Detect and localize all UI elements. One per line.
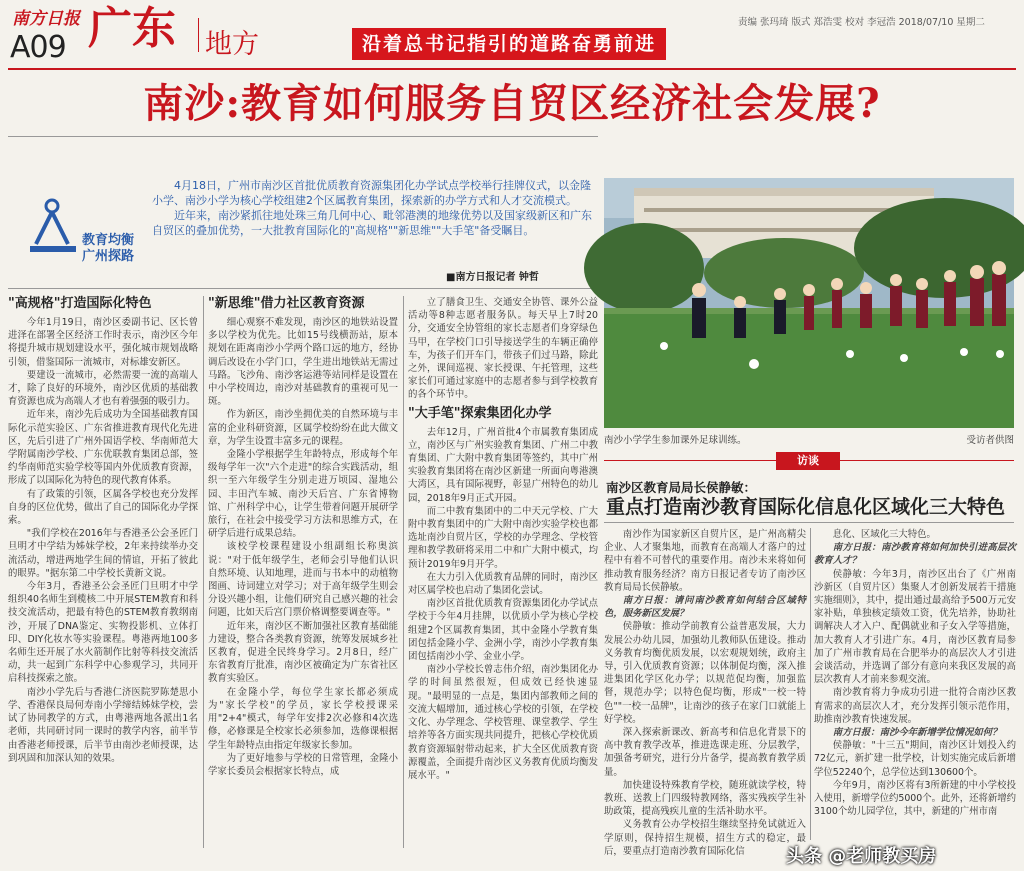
paragraph: 在大力引入优质教育品牌的同时，南沙区对区属学校也启动了集团化尝试。	[408, 571, 598, 597]
interview-answer: 今年9月，南沙区将有3所新建的中小学校投入使用，新增学位约5000个。此外，还将新增约3100个幼儿园学位，其中，新建的广州市南	[814, 779, 1016, 818]
paragraph: 有了政策的引领，区属各学校也充分发挥自身的区位优势，做出了自己的国际化办学探索。	[8, 488, 198, 527]
interview-column-b	[814, 528, 1016, 840]
column-2-heading: "新思维"借力社区教育资源	[208, 296, 365, 311]
interview-answer: 南沙教育将力争成功引进一批符合南沙区教育需求的高层次人才，充分发挥引领示范作用，助推南沙教育快速发展。	[814, 687, 1016, 725]
photo-credit: 受访者供图	[966, 435, 1014, 446]
interview-answer: 义务教育公办学校招生继续坚持免试就近入学原则，保持招生规模，招生方式的稳定，最后，要重点打造南沙教育国际化信	[604, 819, 806, 857]
paragraph: 近年来，南沙先后成功为全国基础教育国际化示范实验区、广东省推进教育现代化先进区，先后引进了广州外国语学校、华南师范大学附属南沙学校、广东优联教育集团总部，签约华南师范实验学校等国内外优质教育资源，形成了以国际化为特色的现代教育体系。	[8, 409, 198, 487]
banner-slogan: 沿着总书记指引的道路奋勇前进	[352, 28, 666, 60]
article-column-3	[408, 296, 598, 848]
caption-text: 南沙小学学生参加课外足球训练。	[604, 435, 747, 446]
lede-paragraph: 4月18日，广州市南沙区首批优质教育资源集团化办学试点学校举行挂牌仪式，以金隆小学、南沙小学为核心学校组建2个区属教育集团，探索新的办学方式和人才交流模式。	[152, 179, 591, 207]
section-divider	[198, 18, 199, 52]
lede-paragraph: 近年来，南沙紧抓往地处珠三角几何中心、毗邻港澳的地缘优势以及国家级新区和广东自贸区的叠加优势，一大批教育国际化的"高规格""新思维""大手笔"备受瞩目。	[152, 209, 592, 237]
paragraph: 而二中教育集团中的二中天元学校、广大附中教育集团中的广大附中南沙实验学校也都选址南沙自贸片区，学校的办学理念、学校管理和教学教研将采用二中和广大附中模式，均预计2019年9月开学。	[408, 505, 598, 570]
interview-answer: 加快建设特殊教育学校，随班就读学校，特教班、送教上门四级特教网络，落实残疾学生补助政策，提高残疾儿童的生活补助水平。	[604, 779, 806, 818]
subsection-title: 地方	[205, 29, 259, 60]
interview-subhead: 南沙区教育局局长侯静敏：	[606, 480, 757, 495]
interview-answer: 息化、区域化三大特色。	[832, 529, 936, 540]
paragraph: 在金隆小学，每位学生家长都必须成为"家长学校"的学员，家长学校授课采用"2+4"模式，每学年安排2次必修和4次选修，必修课是全校家长必须参加，选修课根据学生年龄特点由指定年级家长参加。	[208, 686, 398, 751]
paragraph: 去年12月，广州首批4个市属教育集团成立，南沙区与广州实验教育集团、广州二中教育集团、广大附中教育集团等签约，其中广州实验教育集团将在南沙区新建一所面向粤港澳大湾区，具有国际视野，彰显广州特色的幼儿园，2018年9月正式开园。	[408, 426, 598, 504]
paragraph: 为了更好地参与学校的日常管理，金隆小学家长委员会根据家长特点，成	[208, 752, 398, 777]
tag-label	[82, 233, 134, 265]
newspaper-logo: 南方日报	[12, 9, 80, 29]
photo-caption	[604, 432, 1014, 446]
paragraph: 今年1月19日，南沙区委副书记、区长曾进泽在部署全区经济工作时表示，南沙区今年将提升城市规划建设水平，强化城市规划战略引领，借鉴国际一流城市，对标雄安新区。	[8, 317, 198, 368]
interview-title: 重点打造南沙教育国际化信息化区域化三大特色	[606, 496, 1006, 518]
tag-line-2: 广州探路	[82, 249, 135, 264]
paragraph: 近年来，南沙区不断加强社区教育基础能力建设，整合各类教育资源，统筹发展城乡社区教育，促进全民终身学习。2月8日，经广东省教育厅批准，南沙区被确定为广东省社区教育实验区。	[208, 620, 398, 685]
page-code: A09	[10, 30, 66, 65]
headline: 南沙:教育如何服务自贸区经济社会发展?	[143, 80, 881, 127]
column-3-heading: "大手笔"探索集团化办学	[408, 405, 552, 421]
interview-question: 南方日报：南沙今年新增学位情况如何？	[832, 727, 1002, 739]
tag-line-1: 教育均衡	[82, 233, 135, 248]
column-divider	[810, 528, 811, 840]
interview-title-rule	[604, 522, 1014, 523]
interview-question: 南方日报：请问南沙教育如何结合区域特色，服务新区发展？	[604, 595, 806, 620]
interview-answer: 深入探索新课改、新高考和信息化背景下的高中教育教学改革，推进选课走班、分层教学，加强备考研究，进行分片备学，提高教育教学质量。	[604, 727, 806, 778]
paragraph: 今年3月，香港圣公会圣匠门旦明才中学组织40名师生到榄核二中开展STEM教育和科技交流活动，把最有特色的STEM教育教纲南沙，开展了DNA鉴定、实物投影机、立体打印、DIY化妆水等实验课程。粤港两地100多名师生还开展了水火箭制作比射等科技交流活动，共一起到广东科学中心参观学习，共同开启科技探索之旅。	[8, 581, 198, 685]
watermark-footer: 头条 @老师教买房	[786, 846, 937, 867]
interview-column-a	[604, 528, 806, 857]
paragraph: 要建设一流城市，必然需要一流的高端人才，除了良好的环境外，南沙区优质的基础教育资源也成为高端人才也有着强强的吸引力。	[8, 369, 198, 408]
paragraph: 该校学校课程建设小组副组长称奥滨说："对于低年级学生，老师会引导他们认识自然环境、认知地理，进而与书本中的动植物图画、诗词建立对学习；对于高年级学生则会分设兴趣小组，让他们研究自己感兴趣的社会问题，比如天后宫门票价格调整要调查等。"	[208, 541, 398, 619]
interview-answer: 侯静敏：推动学前教育公益普惠发展，大力发展公办幼儿园，加强幼儿教师队伍建设。推动义务教育均衡优质发展，以宏观规划统，政府主导，引入优质教育资源；以体制促均衡，深入推进集团化学区化办学；以规范促均衡，加强监督，规范办学；以特色促均衡，形成"一校一特色""一校一品牌"，让南沙的孩子在家门口就能上好学校。	[604, 621, 806, 725]
column-divider	[403, 296, 404, 848]
paragraph: "我们学校在2016年与香港圣公会圣匠门旦明才中学结为姊妹学校，2年来持续举办交流活动，增进两地学生间的情谊，开拓了彼此的眼界。"据东第二中学校长黄新文说。	[8, 528, 198, 579]
edition-meta: 责编 张玛琦 版式 郑浩雯 校对 李冠浩 2018/07/10 星期二	[738, 17, 985, 28]
interview-answer: 南沙作为国家新区自贸片区，是广州高精尖企业、人才聚集地，而教育在高端人才落户的过程中有着不可替代的重要作用。南沙未来将如何推动教育服务经济？南方日报记者专访了南沙区教育局局长侯静敏。	[604, 529, 806, 593]
interview-answer: 侯静敏：今年3月，南沙区出台了《广州南沙新区（自贸片区）集聚人才创新发展若干措施实施细则》，其中，提出通过最高给予500万元安家补贴，单独核定绩效工资，优先培养，协助社调解决人才入户、配偶就业和子女入学等措施，加大教育人才引进广东。4月，南沙区教育局参加了广州市教育局在合肥举办的高层次人才引进会谈活动，并选调了部分有意向来我区发展的高层次教育人才前来参观交流。	[814, 568, 1016, 686]
column-divider	[203, 296, 204, 848]
paragraph: 南沙小学先后与香港仁济医院罗陈楚思小学、香港保良局何寿南小学缔结姊妹学校，尝试了协同教学的方式，由粤港两地各派出1名老师，共同研讨同一课时的教学内容，前半节由香港老师授课，后半节由南沙老师授课，达到巩固和加深认知的效果。	[8, 686, 198, 764]
lede	[152, 178, 598, 238]
paragraph: 南沙区首批优质教育资源集团化办学试点学校于今年4月挂牌，以优质小学为核心学校组建2个区属教育集团，其中金隆小学教育集团包括金隆小学、金洲小学，南沙小学教育集团包括南沙小学、金业小学。	[408, 598, 598, 663]
body-rule	[8, 288, 598, 289]
interview-answer: 侯静敏："十三五"期间，南沙区计划投入约72亿元，新扩建一批学校，计划实施完成后新增学位52240个，总学位达到130600个。	[814, 740, 1016, 778]
football-training-photo	[604, 178, 1014, 428]
interview-question: 南方日报：南沙教育将如何加快引进高层次教育人才？	[814, 542, 1016, 567]
paragraph: 立了膳食卫生、交通安全协管、课外公益活动等8种志愿者服务队。每天早上7时20分，交通安全协管组的家长志愿者们身穿绿色马甲，在学校门口引导接送学生的车辆正确停车，为孩子们开车门，带孩子们过马路，除此之外，课间巡视、家长授课、午托管理，这些家长们可通过家庭中的志愿者参与到学校教育的各个环节中。	[408, 297, 598, 401]
column-1-heading: "高规格"打造国际化特色	[8, 296, 152, 311]
byline: ■南方日报记者 钟哲	[446, 272, 539, 283]
headline-rule	[8, 136, 598, 137]
article-column-1	[8, 296, 198, 848]
section-title: 广东	[88, 3, 176, 54]
paragraph: 金隆小学根据学生年龄特点，形成每个年级每学年一次"六个走进"的综合实践活动，组织一至六年级学生分别走进万顷园、湿地公园、丰田汽车城、南沙天后宫、广东省博物馆、广州科学中心，让学生带着问题开展研学旅行，在社会中接受学习方法和思维方式，在研学后进行成果总结。	[208, 449, 398, 540]
top-rule	[8, 68, 1016, 70]
paragraph: 细心观察不难发现，南沙区的地铁站设置多以学校为优先。比如15号线横沥站，原本规划在距离南沙小学两个路口远的地方，经协调后改设在小学门口，学生进出地铁站无需过马路。飞沙角、南沙客运港等站同样是设置在中小学校周边，南沙对基础教育的重视可见一斑。	[208, 317, 398, 408]
paragraph: 作为新区，南沙坐拥优美的自然环境与丰富的企业科研资源，区属学校纷纷在此大做文章，为学生设置丰富多元的课程。	[208, 409, 398, 447]
article-column-2	[208, 296, 398, 848]
interview-badge: 访谈	[776, 452, 840, 470]
paragraph: 南沙小学校长曾志伟介绍，南沙集团化办学的时间虽然很短，但成效已经快速显现。"最明显的一点是，集团内部教师之间的交流大幅增加，通过核心学校的引领，在学校文化、办学理念、学校管理、课堂教学、学生培养等各方面实现共同提升，把核心学校优质教育资源辐射带动起来，扩大全区优质教育资源覆盖，全面提升南沙区义务教育优质均衡发展水平。"	[408, 664, 598, 781]
